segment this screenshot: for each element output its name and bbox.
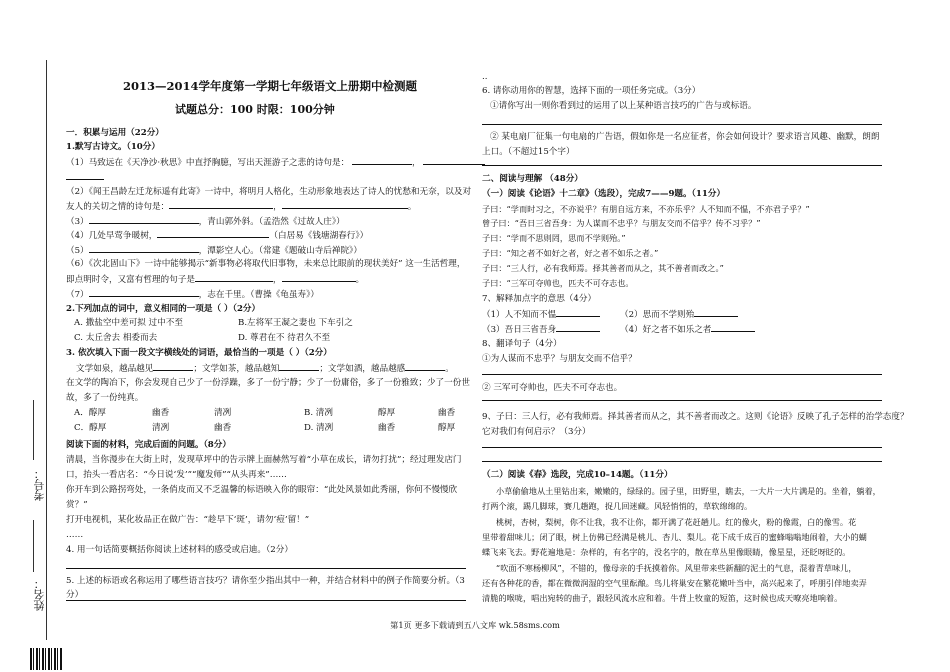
q6-text: 6. 请你动用你的智慧，选择下面的一项任务完成。（3分） — [482, 86, 701, 96]
q7-item-3: （3）吾日三省吾身 — [482, 322, 600, 337]
q2-option-d: D. 尊君在不 待君久不至 — [238, 333, 331, 343]
top-mark: .. — [482, 72, 488, 82]
q1-1: （1）马致远在《天净沙·秋思》中直抒胸臆，写出天涯游子之悲的诗句是： ， — [66, 155, 485, 170]
q6-answer-line-2 — [482, 165, 882, 166]
q7-heading: 7、解释加点字的意思（4分） — [482, 294, 597, 304]
q4-answer-line — [66, 568, 466, 569]
q8-item-1: ①为人谋而不忠乎？与朋友交而不信乎？ — [482, 354, 637, 364]
q3-option-c-2: 清冽 — [152, 423, 170, 433]
binding-strip — [0, 0, 78, 672]
spring-line-8: 清脆的喉咙，唱出宛转的曲子，跟轻风流水应和着。牛背上牧童的短笛，这时候也成天嘹亮地响着。 — [482, 593, 843, 603]
analects-line-3: 子曰：“学而不思则罔，思而不学则殆。” — [482, 233, 626, 243]
q1-5: （5） ，潭影空人心。（常建《题破山寺后禅院》） — [66, 243, 362, 258]
material-line-3: 你开车到公路拐弯处，一条俏皮而又不乏温馨的标语映入你的眼帘：“此处风景如此秀丽，你何不慢慢欣 — [66, 485, 458, 495]
spring-line-6: “吹面不寒杨柳风”，不错的，像母亲的手抚摸着你。风里带来些新翻的泥土的气息，混着青草味儿， — [496, 563, 857, 573]
q9-answer-line-1 — [482, 447, 882, 448]
q3-passage-1: 文学如泉，越品越见 ；文学如茶，越品越知 ；文学如酒，越品越感 。 — [76, 361, 454, 376]
q2-heading: 2.下列加点的词中，意义相同的一项是（ ）（2分） — [66, 304, 261, 314]
q1-3: （3） ，青山郭外斜。（孟浩然《过故人庄》） — [66, 214, 345, 229]
q8-answer-line-2 — [482, 400, 882, 401]
q5-answer-line — [66, 600, 466, 601]
q7-item-2: （2）思而不学则殆 — [620, 307, 738, 322]
material-line-4: 赏？” — [66, 500, 88, 510]
q1-heading: 1.默写古诗文。（10分） — [66, 142, 160, 152]
q6-option-2b: 上口。（不超过15个字） — [482, 147, 575, 157]
spring-line-4: 里带着甜味儿；闭了眼，树上仿佛已经满是桃儿、杏儿、梨儿。花下成千成百的蜜蜂嗡嗡地闹着，大小的蝴 — [482, 532, 867, 542]
q1-4: （4）几处早莺争暖树， （白居易《钱塘湖春行》） — [66, 228, 368, 243]
barcode-icon — [30, 648, 62, 670]
q1-7: （7） ，志在千里。（曹操《龟虽寿》） — [66, 287, 319, 302]
q6-option-2a: ② 某电扇厂征集一句电扇的广告语，假如你是一名应征者，你会如何设计？要求语言风趣、幽默，朗朗 — [490, 132, 880, 142]
q2-option-b: B.左将军王凝之妻也 下车引之 — [238, 318, 353, 328]
analects-line-1: 子曰：“学而时习之，不亦说乎？有朋自远方来，不亦乐乎？人不知而不愠，不亦君子乎？” — [482, 204, 810, 214]
q3-passage-2: 在文学的陶冶下，你会发现自己少了一份浮躁，多了一份宁静；少了一份庸俗，多了一份雅致；少了一份世 — [66, 378, 470, 388]
material-heading: 阅读下面的材料，完成后面的问题。（8分） — [66, 440, 231, 450]
exam-subtitle: 试题总分：100 时限：100分钟 — [175, 103, 335, 116]
q9-text-a: 9、子曰：三人行，必有我师焉。择其善者而从之，其不善者而改之。这则《论语》反映了孔子怎样的治学态度？ — [482, 412, 909, 422]
material-line-6: …… — [66, 530, 84, 540]
q3-option-d-3: 醇厚 — [438, 423, 456, 433]
q1-6a: （6）《次北固山下》一诗中能够揭示“新事物必将取代旧事物，未来总比眼前的现状美好” 这一生活哲理， — [66, 259, 466, 269]
q7-item-4: （4）好之者不如乐之者 — [620, 322, 755, 337]
q7-item-1: （1）人不知而不愠 — [482, 307, 600, 322]
analects-line-6: 子曰：“三军可夺帅也，匹夫不可夺志也。 — [482, 278, 634, 288]
q8-answer-line-1 — [482, 374, 882, 375]
spring-line-3: 桃树，杏树，梨树，你不让我，我不让你，都开满了花赶趟儿。红的像火，粉的像霞，白的像雪。花 — [496, 517, 857, 527]
part1-heading: 一．积累与运用（22分） — [66, 128, 164, 138]
exam-title: 2013—2014学年度第一学期七年级语文上册期中检测题 — [123, 79, 418, 93]
spring-line-7: 还有各种花的香，都在微微润湿的空气里酝酿。鸟儿将巢安在繁花嫩叶当中，高兴起来了，呼朋引伴地卖弄 — [482, 578, 867, 588]
q9-answer-line-2 — [482, 461, 882, 462]
q3-option-a-3: 清冽 — [214, 408, 232, 418]
section2-heading: （二）阅读《春》选段，完成10–14题。（11分） — [482, 470, 673, 480]
q1-1-cont — [66, 170, 104, 185]
q3-option-d: D. 清冽 — [304, 423, 334, 433]
material-line-5: 打开电视机，某化妆品正在做广告：“趁早下‘斑’，请勿‘痘’留！” — [66, 515, 310, 525]
q3-option-b-2: 醇厚 — [378, 408, 396, 418]
q3-option-b: B. 清冽 — [304, 408, 333, 418]
q9-text-b: 它对我们有何启示？（3分） — [482, 427, 591, 437]
q2-option-c: C. 太丘舍去 相委而去 — [74, 333, 158, 343]
part2-heading: 二、阅读与理解 （48分） — [482, 174, 583, 184]
exam-no-blank — [33, 400, 34, 460]
spring-line-1: 小草偷偷地从土里钻出来，嫩嫩的，绿绿的。园子里，田野里，瞧去，一大片一大片满是的。坐着，躺着， — [496, 486, 881, 496]
analects-line-4: 子曰：“知之者不如好之者，好之者不如乐之者。” — [482, 248, 659, 258]
spring-line-5: 蝶飞来飞去。野花遍地是：杂样的，有名字的，没名字的，散在草丛里像眼睛，像星星，还眨呀眨的。 — [482, 547, 851, 557]
name-label: 姓名： — [33, 578, 46, 611]
q8-heading: 8、翻译句子（4分） — [482, 339, 562, 349]
q3-option-c: C．醇厚 — [74, 423, 107, 433]
material-line-1: 清晨，当你漫步在大街上时，发现草坪中的告示牌上面赫然写着“小草在成长，请勿打扰”；经过理发店门 — [66, 455, 462, 465]
q1-6b: 即点明时令，又富有哲理的句子是 ， 。 — [66, 272, 364, 287]
q5-text-a: 5. 上述的标语或名称运用了哪些语言技巧？请你至少指出其中一种，并结合材料中的例子作简要分析。（3 — [66, 576, 465, 586]
name-blank — [33, 520, 34, 572]
q2-option-a: A. 撒盐空中差可拟 过中不至 — [74, 318, 183, 328]
q3-option-d-2: 幽香 — [378, 423, 396, 433]
q6-option-1: ①请你写出一则你看到过的运用了以上某种语言技巧的广告与或标语。 — [490, 101, 757, 111]
exam-no-label: 考号： — [33, 468, 46, 501]
q3-option-b-3: 幽香 — [438, 408, 456, 418]
q5-text-b: 分） — [66, 590, 84, 600]
q6-answer-line-1 — [482, 124, 882, 125]
q1-2b: 友人的关切之情的诗句是： ， 。 — [66, 199, 416, 214]
q3-passage-3: 故，多了一份纯真。 — [66, 393, 144, 403]
material-line-2: 口，抬头一看店名：“今日说‘发’”“魔发师”“从头再来”…… — [66, 470, 287, 480]
q1-2a: （2）《闻王昌龄左迁龙标遥有此寄》一诗中，将明月人格化，生动形象地表达了诗人的忧愁和无奈，以及对 — [66, 187, 472, 197]
q4-text: 4. 用一句话简要概括你阅读上述材料的感受或启迪。（2分） — [66, 545, 293, 555]
q3-option-c-3: 幽香 — [214, 423, 232, 433]
section1-heading: （一）阅读《论语》十二章》（选段），完成7——9题。（11分） — [482, 189, 726, 199]
q8-item-2: ② 三军可夺帅也，匹夫不可夺志也。 — [482, 383, 623, 393]
spring-line-2: 打两个滚，踢几脚球，赛几趟跑，捉几回迷藏。风轻悄悄的，草软绵绵的。 — [482, 501, 753, 511]
binding-line — [46, 60, 47, 640]
analects-line-2: 曾子曰：“吾日三省吾身：为人谋而不忠乎？与朋友交而不信乎？传不习乎？” — [482, 218, 761, 228]
page-footer: 第1页 更多下载请到五八文库 wk.58sms.com — [390, 620, 560, 630]
q3-option-a-2: 幽香 — [152, 408, 170, 418]
q3-option-a: A．醇厚 — [74, 408, 106, 418]
analects-line-5: 子曰：“三人行，必有我师焉。择其善者而从之，其不善者而改之。” — [482, 263, 724, 273]
q3-heading: 3. 依次填入下面一段文字横线处的词语，最恰当的一项是（ ）（2分） — [66, 348, 332, 358]
